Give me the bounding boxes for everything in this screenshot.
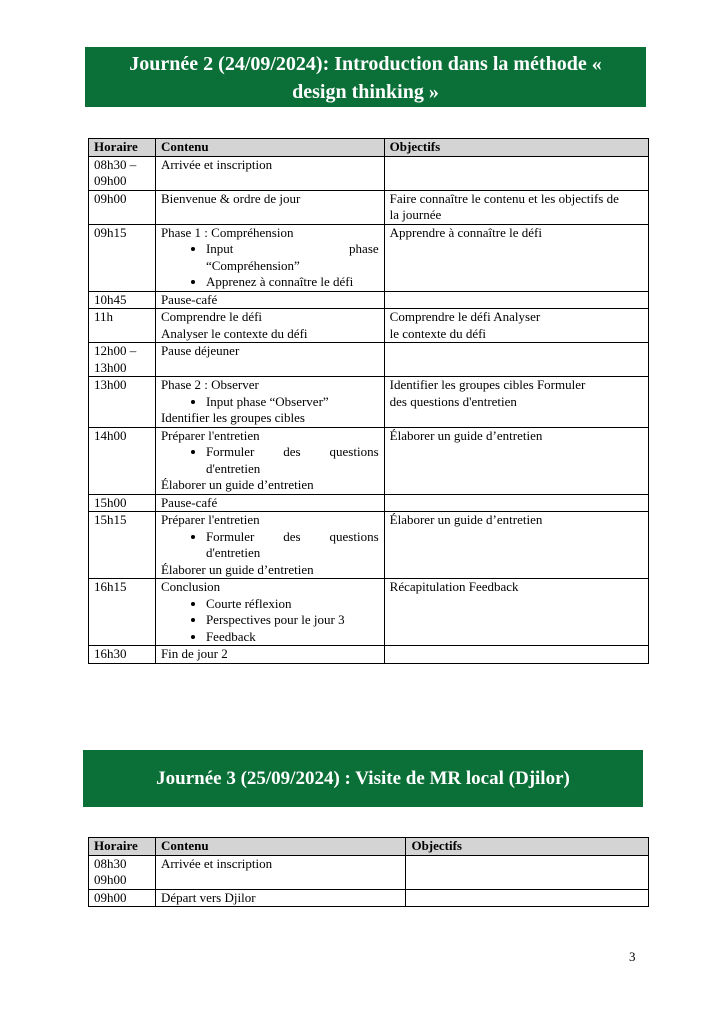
table-row (89, 855, 649, 889)
header-contenu: Contenu (155, 139, 384, 157)
content-line: Conclusion (160, 579, 221, 594)
time-line: 09h00 (94, 173, 127, 188)
header-objectifs: Objectifs (406, 838, 649, 856)
content-cell (155, 579, 384, 646)
objective-cell (384, 309, 648, 343)
content-cell (155, 855, 406, 889)
content-bullet-list (161, 444, 379, 477)
objective-line: Récapitulation Feedback (389, 579, 519, 594)
day2-title-line1: Journée 2 (24/09/2024): Introduction dans la méthode « (129, 53, 602, 75)
content-cell (155, 343, 384, 377)
time-line: 14h00 (94, 427, 127, 443)
time-cell (89, 494, 156, 512)
content-cell (155, 224, 384, 291)
bullet-text: • Courte réflexion (205, 595, 292, 611)
content-cell (155, 190, 384, 224)
objective-line: Identifier les groupes cibles Formuler (389, 377, 586, 392)
time-cell (89, 156, 156, 190)
time-line: 09h00 (94, 872, 127, 887)
bullet-text: • Input phase (205, 241, 379, 256)
table-row (89, 427, 649, 494)
table-row (89, 291, 649, 309)
content-cell (155, 309, 384, 343)
table-row (89, 579, 649, 646)
content-bullet-list (161, 529, 379, 562)
day2-title-banner (85, 47, 646, 107)
content-line: Départ vers Djilor (160, 889, 256, 905)
content-cell (155, 512, 384, 579)
list-item (206, 444, 379, 477)
time-line: 09h15 (94, 224, 127, 240)
objective-line: le contexte du défi (389, 325, 487, 341)
objective-cell (384, 377, 648, 428)
content-after-line: Élaborer un guide d’entretien (160, 477, 314, 492)
time-line: 15h00 (94, 494, 127, 510)
objective-cell (384, 494, 648, 512)
table-row (89, 156, 649, 190)
objective-cell (384, 512, 648, 579)
objective-line: Apprendre à connaître le défi (389, 224, 542, 240)
day3-title-banner (83, 750, 643, 807)
objective-cell (384, 579, 648, 646)
table-row (89, 646, 649, 664)
bullet-text: d'entretien (205, 460, 261, 476)
list-item (206, 241, 379, 274)
table-row (89, 309, 649, 343)
time-line: 16h15 (94, 579, 127, 594)
content-line: Pause-café (160, 291, 218, 307)
table-row (89, 494, 649, 512)
objective-cell (384, 156, 648, 190)
day2-schedule-table (88, 138, 649, 664)
time-cell (89, 291, 156, 309)
objective-line: Élaborer un guide d’entretien (389, 427, 543, 443)
time-cell (89, 855, 156, 889)
time-cell (89, 190, 156, 224)
content-line: Préparer l'entretien (160, 512, 260, 527)
time-cell (89, 427, 156, 494)
objective-cell (384, 190, 648, 224)
content-line: Pause déjeuner (160, 343, 240, 358)
time-cell (89, 309, 156, 343)
list-item (206, 596, 379, 613)
table-header-row (89, 139, 649, 157)
time-line: 08h30 – (94, 156, 137, 172)
list-item (206, 529, 379, 562)
table-row (89, 512, 649, 579)
objective-line: Faire connaître le contenu et les objectifs de (389, 190, 619, 206)
objective-cell (384, 427, 648, 494)
table-row (89, 190, 649, 224)
content-cell (155, 646, 384, 664)
time-line: 16h30 (94, 646, 127, 661)
content-line: Phase 2 : Observer (160, 377, 259, 392)
content-line: Fin de jour 2 (160, 646, 228, 661)
list-item (206, 394, 379, 411)
header-horaire: Horaire (89, 838, 156, 856)
content-bullet-list (161, 394, 379, 411)
content-cell (155, 494, 384, 512)
time-line: 13h00 (94, 359, 127, 375)
bullet-text: d'entretien (205, 545, 261, 560)
time-cell (89, 343, 156, 377)
objective-line: la journée (389, 207, 442, 222)
time-cell (89, 224, 156, 291)
list-item (206, 612, 379, 629)
time-line: 10h45 (94, 291, 127, 307)
bullet-text: • Formuler des questions (205, 444, 379, 459)
day3-schedule-table (88, 837, 649, 907)
bullet-text: • Perspectives pour le jour 3 (205, 612, 345, 627)
day3-title: Journée 3 (25/09/2024) : Visite de MR local (Djilor) (156, 768, 570, 789)
content-after-line: Élaborer un guide d’entretien (160, 561, 314, 577)
table-header-row (89, 838, 649, 856)
bullet-text: • Apprenez à connaître le défi (205, 274, 354, 289)
bullet-text: “Compréhension” (205, 257, 300, 273)
objective-line: des questions d'entretien (389, 393, 517, 409)
content-line: Analyser le contexte du défi (160, 325, 308, 341)
page-number: 3 (629, 949, 636, 964)
time-cell (89, 889, 156, 907)
table-row (89, 343, 649, 377)
bullet-text: • Formuler des questions (205, 528, 379, 544)
objective-cell (384, 343, 648, 377)
time-cell (89, 512, 156, 579)
time-line: 12h00 – (94, 343, 137, 358)
content-line: Préparer l'entretien (160, 427, 260, 443)
content-cell (155, 889, 406, 907)
time-cell (89, 646, 156, 664)
objective-cell (384, 224, 648, 291)
objective-cell (406, 855, 649, 889)
content-line: Bienvenue & ordre de jour (160, 190, 301, 206)
objective-cell (406, 889, 649, 907)
table-row (89, 377, 649, 428)
objective-cell (384, 646, 648, 664)
time-line: 09h00 (94, 889, 127, 905)
list-item (206, 629, 379, 646)
day2-title-line2: design thinking » (292, 81, 439, 103)
objective-line: Élaborer un guide d’entretien (389, 512, 543, 527)
content-bullet-list (161, 241, 379, 291)
time-cell (89, 377, 156, 428)
bullet-text: • Feedback (205, 628, 256, 644)
time-cell (89, 579, 156, 646)
table-row (89, 889, 649, 907)
objective-line: Comprendre le défi Analyser (389, 309, 541, 324)
time-line: 15h15 (94, 512, 127, 527)
content-cell (155, 377, 384, 428)
time-line: 08h30 (94, 855, 127, 871)
content-line: Comprendre le défi (160, 309, 263, 324)
content-line: Arrivée et inscription (160, 156, 273, 172)
bullet-text: • Input phase “Observer” (205, 393, 329, 409)
objective-cell (384, 291, 648, 309)
content-cell (155, 427, 384, 494)
content-line: Pause-café (160, 494, 218, 510)
time-line: 13h00 (94, 377, 127, 392)
time-line: 11h (94, 309, 114, 324)
header-horaire: Horaire (89, 139, 156, 157)
content-after-line: Identifier les groupes cibles (160, 410, 305, 425)
content-line: Phase 1 : Compréhension (160, 224, 294, 240)
content-cell (155, 156, 384, 190)
header-contenu: Contenu (155, 838, 406, 856)
content-cell (155, 291, 384, 309)
list-item (206, 274, 379, 291)
content-line: Arrivée et inscription (160, 855, 273, 871)
content-bullet-list (161, 596, 379, 646)
header-objectifs: Objectifs (384, 139, 648, 157)
time-line: 09h00 (94, 190, 127, 206)
table-row (89, 224, 649, 291)
